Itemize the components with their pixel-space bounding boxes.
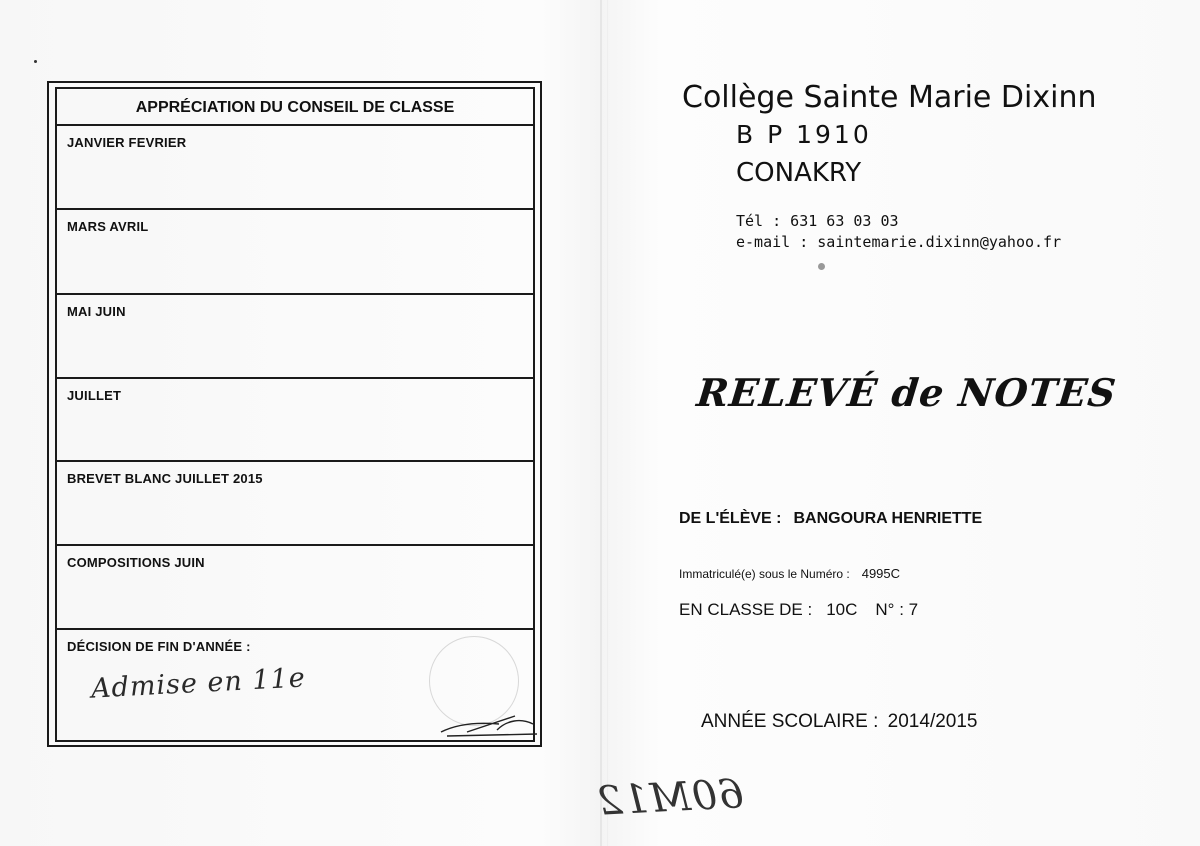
matricule-label: Immatriculé(e) sous le Numéro : (679, 567, 850, 581)
matricule-line (679, 566, 900, 581)
period-label: MARS AVRIL (67, 219, 149, 234)
period-label: JUILLET (67, 388, 122, 403)
class-number: N° : 7 (875, 600, 919, 619)
school-contact (736, 211, 1061, 253)
appreciation-table (55, 87, 535, 742)
school-year-line (701, 711, 978, 733)
period-label: MAI JUIN (67, 304, 126, 319)
school-phone: Tél : 631 63 03 03 (736, 212, 899, 230)
period-row-juillet (57, 379, 533, 462)
school-city: CONAKRY (736, 158, 862, 188)
school-year-label: ANNÉE SCOLAIRE : (701, 711, 879, 732)
mirrored-handwriting: 60M12 (594, 771, 745, 825)
scan-speck (818, 263, 825, 270)
document-title: RELEVÉ de NOTES (694, 370, 1119, 415)
page-fold-shadow (607, 0, 608, 846)
student-line (679, 510, 982, 528)
decision-row (57, 630, 533, 740)
student-name: BANGOURA HENRIETTE (793, 510, 983, 527)
signature-icon (437, 710, 547, 740)
school-po-box: B P 1910 (736, 120, 872, 149)
school-email: e-mail : saintemarie.dixinn@yahoo.fr (736, 233, 1062, 251)
period-row-mars-avril (57, 210, 533, 295)
school-name: Collège Sainte Marie Dixinn (682, 80, 1097, 115)
period-row-mai-juin (57, 295, 533, 379)
matricule-value: 4995C (861, 566, 901, 581)
decision-handwriting: Admise en 11e (90, 662, 307, 705)
student-label: DE L'ÉLÈVE : (679, 510, 782, 527)
decision-label: DÉCISION DE FIN D'ANNÉE : (67, 639, 251, 654)
page-fold (600, 0, 602, 846)
period-row-brevet-blanc (57, 462, 533, 546)
class-line (679, 600, 918, 620)
period-label: JANVIER FEVRIER (67, 135, 187, 150)
period-label: BREVET BLANC JUILLET 2015 (67, 471, 263, 486)
school-year-value: 2014/2015 (887, 711, 978, 732)
class-value: 10C (826, 600, 858, 619)
period-label: COMPOSITIONS JUIN (67, 555, 205, 570)
period-row-compositions (57, 546, 533, 630)
class-label: EN CLASSE DE : (679, 600, 813, 619)
scan-speck (34, 60, 37, 63)
appreciation-title: APPRÉCIATION DU CONSEIL DE CLASSE (57, 89, 533, 126)
period-row-janvier-fevrier (57, 126, 533, 210)
